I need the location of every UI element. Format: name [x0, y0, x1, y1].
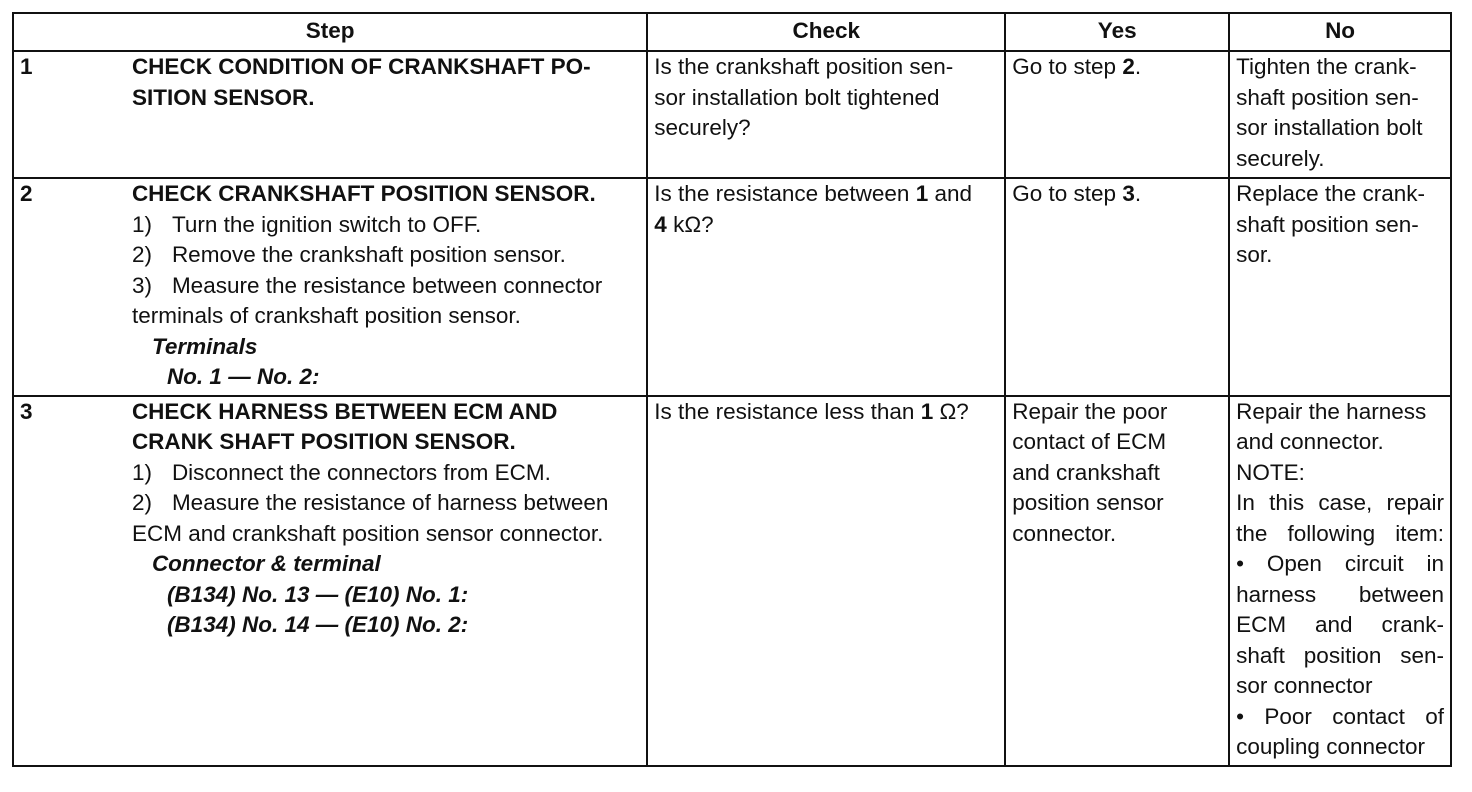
- no-line: sor.: [1236, 242, 1273, 267]
- step-cell: [126, 178, 647, 396]
- step-cell: [126, 396, 647, 766]
- no-line: shaft position sen-: [1236, 84, 1419, 110]
- header-check: Check: [647, 13, 1005, 51]
- check-cell: Is the resistance between 1 and 4 kΩ?: [647, 178, 1005, 396]
- yes-step-number: 3: [1122, 181, 1135, 206]
- check-line: sor installation bolt tightened: [654, 84, 940, 110]
- spec-heading: Connector & terminal: [151, 551, 381, 576]
- spec-value: No. 1 — No. 2:: [166, 364, 320, 389]
- substep: 2) Remove the crankshaft position sensor.: [131, 242, 566, 267]
- table-row: [13, 178, 1451, 396]
- bullet-line: shaft position sen-: [1236, 642, 1444, 668]
- yes-line: position sensor: [1012, 490, 1164, 515]
- spec-value: (B134) No. 13 — (E10) No. 1:: [166, 581, 469, 607]
- check-cell: Is the resistance less than 1 Ω?: [647, 396, 1005, 766]
- no-line: Tighten the crank-: [1236, 54, 1417, 79]
- yes-line: Repair the poor: [1012, 398, 1168, 424]
- yes-line: connector.: [1012, 520, 1117, 546]
- check-value: 4: [654, 211, 667, 237]
- header-yes: Yes: [1005, 13, 1229, 51]
- step-cell: [126, 51, 647, 178]
- step-title-line: CHECK HARNESS BETWEEN ECM AND: [131, 398, 558, 424]
- diagnostic-table: [12, 12, 1452, 767]
- bullet-line: ECM and crank-: [1236, 612, 1444, 637]
- bullet-line: • Open circuit in: [1236, 551, 1444, 576]
- no-cell: [1229, 178, 1451, 396]
- substep: 1) Turn the ignition switch to OFF.: [131, 211, 482, 237]
- no-cell: [1229, 396, 1451, 766]
- yes-cell: [1005, 396, 1229, 766]
- check-line: securely?: [654, 115, 751, 140]
- check-value: 1: [915, 181, 929, 206]
- no-line: Replace the crank-: [1236, 181, 1425, 206]
- table-row: [13, 51, 1451, 178]
- header-no: No: [1229, 13, 1451, 51]
- yes-text: Go to step: [1012, 54, 1123, 79]
- substep: 2) Measure the resistance of harness between: [131, 490, 609, 515]
- step-title-line: CRANK SHAFT POSITION SENSOR.: [131, 429, 516, 454]
- note-line: the following item:: [1236, 520, 1444, 546]
- yes-suffix: .: [1134, 54, 1142, 79]
- no-cell: [1229, 51, 1451, 178]
- substep: 1) Disconnect the connectors from ECM.: [131, 459, 551, 485]
- bullet-line: coupling connector: [1236, 734, 1426, 759]
- note-label: NOTE:: [1236, 459, 1305, 485]
- yes-suffix: .: [1134, 181, 1142, 206]
- note-line: In this case, repair: [1236, 490, 1444, 515]
- check-cell: [647, 51, 1005, 178]
- no-line: securely.: [1236, 145, 1325, 171]
- check-line: Is the crankshaft position sen-: [654, 54, 954, 79]
- yes-step-number: 2: [1122, 54, 1135, 79]
- substep-continuation: terminals of crankshaft position sensor.: [131, 303, 521, 328]
- yes-text: Go to step: [1012, 181, 1123, 206]
- spec-value: (B134) No. 14 — (E10) No. 2:: [166, 612, 469, 637]
- substep-continuation: ECM and crankshaft position sensor connector.: [131, 520, 604, 546]
- step-number: 1: [13, 51, 126, 178]
- no-line: and connector.: [1236, 429, 1384, 454]
- step-number: 2: [13, 178, 126, 396]
- no-line: shaft position sen-: [1236, 211, 1419, 237]
- substep: 3) Measure the resistance between connector: [131, 272, 603, 298]
- bullet-line: • Poor contact of: [1236, 703, 1444, 729]
- header-step: Step: [13, 13, 647, 51]
- check-value: 1: [920, 398, 934, 424]
- no-line: sor installation bolt: [1236, 115, 1423, 140]
- spec-heading: Terminals: [151, 333, 258, 359]
- step-title: CHECK CRANKSHAFT POSITION SENSOR.: [131, 181, 596, 206]
- header-row: [13, 13, 1451, 51]
- step-title-line: SITION SENSOR.: [131, 84, 315, 110]
- bullet-line: harness between: [1236, 581, 1444, 607]
- step-title-line: CHECK CONDITION OF CRANKSHAFT PO-: [131, 54, 591, 79]
- yes-line: and crankshaft: [1012, 459, 1160, 485]
- yes-line: contact of ECM: [1012, 429, 1167, 454]
- no-line: Repair the harness: [1236, 398, 1427, 424]
- yes-cell: [1005, 51, 1229, 178]
- table-row: [13, 396, 1451, 766]
- yes-cell: [1005, 178, 1229, 396]
- bullet-line: sor connector: [1236, 673, 1373, 698]
- step-number: 3: [13, 396, 126, 766]
